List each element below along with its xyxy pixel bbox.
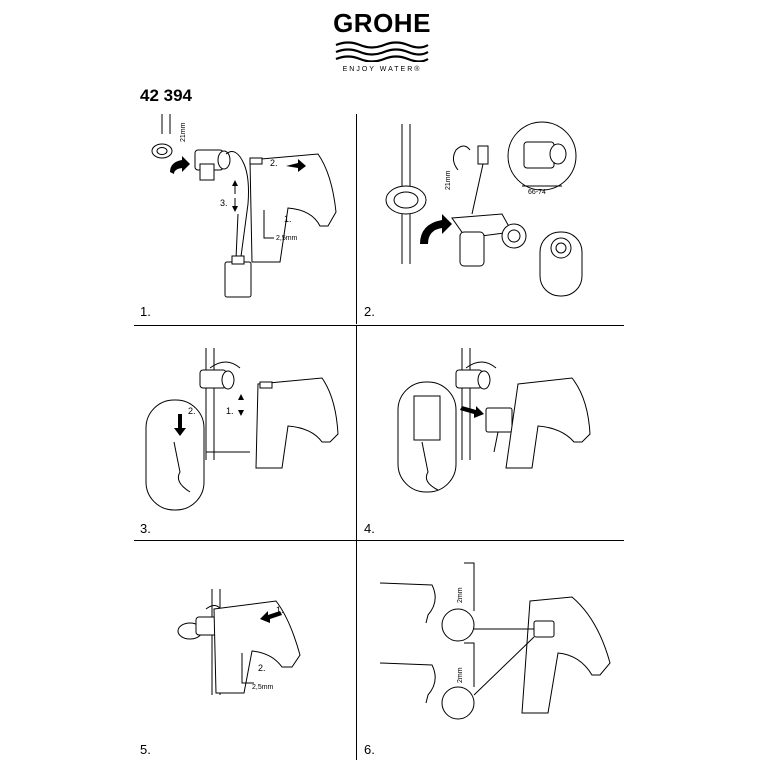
detail-oval — [146, 400, 204, 510]
step-5-illustration — [140, 545, 352, 735]
faucet-profile-bottom — [380, 663, 435, 703]
step-3-illustration — [140, 330, 352, 518]
step-1-callout-2: 2. — [270, 158, 278, 168]
step-4-illustration — [362, 330, 602, 518]
divider-vertical-row2 — [356, 326, 357, 540]
rotate-arrow-icon — [170, 156, 190, 174]
rotate-arrow-icon — [420, 214, 452, 244]
grohe-logo — [320, 8, 444, 62]
step-2-callout-21mm: 21mm — [445, 170, 452, 190]
step-2-callout-66-74: 66-74 — [528, 189, 546, 196]
step-1-label: 1. — [140, 304, 151, 319]
step-3-callout-2: 2. — [188, 406, 196, 416]
battery-box — [225, 262, 251, 297]
faucet-body — [214, 601, 300, 693]
waves-icon — [334, 40, 430, 62]
brand-name: GROHE — [333, 8, 431, 38]
step-3-label: 3. — [140, 521, 151, 536]
faucet-body — [506, 378, 590, 468]
divider-horizontal-2 — [134, 540, 624, 541]
faucet-body — [256, 378, 338, 468]
divider-horizontal-1 — [134, 325, 624, 326]
step-6-callout-2mm-top: 2mm — [457, 587, 464, 603]
faucet-profile-top — [380, 583, 435, 623]
step-1-callout-2-5mm: 2,5mm — [276, 235, 298, 242]
detail-circle-1 — [442, 609, 474, 641]
step-6-illustration — [362, 545, 612, 735]
faucet-body — [250, 154, 336, 262]
step-5-callout-1: 1. — [276, 605, 284, 615]
step-6-label: 6. — [364, 742, 375, 757]
faucet-body — [522, 597, 610, 713]
model-number: 42 394 — [140, 86, 192, 105]
step-3-callout-1: 1. — [226, 406, 234, 416]
battery-box — [486, 408, 512, 432]
step-2-illustration — [362, 114, 602, 304]
step-5-callout-2: 2. — [258, 663, 266, 673]
brand-tagline: ENJOY WATER® — [342, 66, 422, 73]
step-1-callout-3: 3. — [220, 198, 228, 208]
step-2-label: 2. — [364, 304, 375, 319]
wall-rosette — [386, 186, 426, 214]
step-5-callout-2-5mm: 2,5mm — [252, 684, 274, 691]
step-1-callout-21mm: 21mm — [180, 122, 187, 142]
push-arrow-icon — [460, 406, 484, 418]
detail-circle-2 — [442, 687, 474, 719]
step-5-label: 5. — [140, 742, 151, 757]
divider-vertical-row3 — [356, 541, 357, 760]
step-4-label: 4. — [364, 521, 375, 536]
step-1-callout-1: 1. — [284, 214, 292, 224]
divider-vertical-row1 — [356, 114, 357, 324]
step-1-illustration — [140, 114, 352, 302]
wall-rosette — [152, 144, 172, 158]
step-6-callout-2mm-bottom: 2mm — [457, 667, 464, 683]
